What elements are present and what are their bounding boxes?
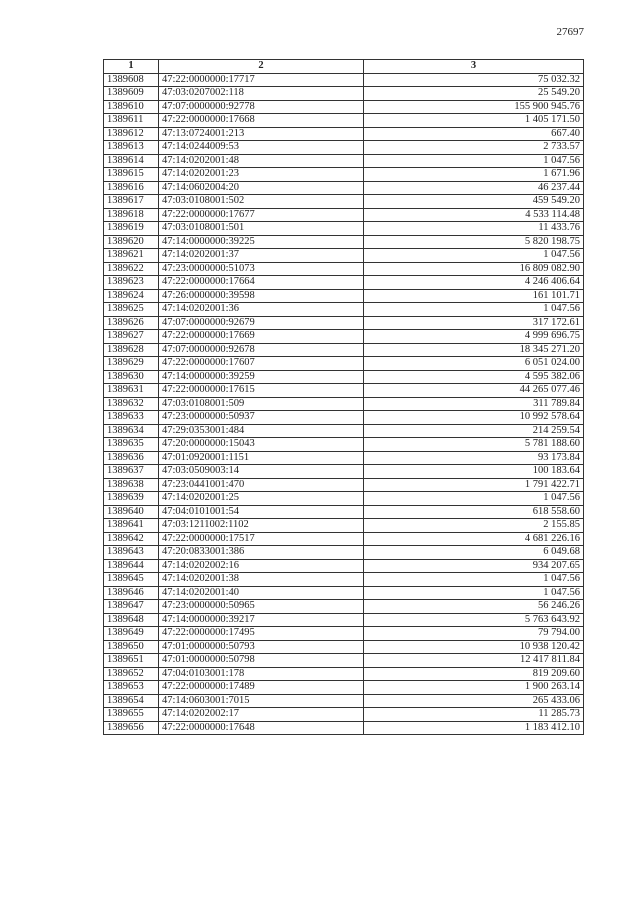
column-header-1: 1 <box>104 60 159 74</box>
row-number-cell: 1389625 <box>104 303 159 317</box>
value-cell: 1 791 422.71 <box>364 478 584 492</box>
cadastral-number-cell: 47:01:0000000:50798 <box>159 654 364 668</box>
table-row <box>104 424 584 438</box>
value-cell: 934 207.65 <box>364 559 584 573</box>
value-cell: 2 733.57 <box>364 141 584 155</box>
value-cell: 10 938 120.42 <box>364 640 584 654</box>
row-number-cell: 1389648 <box>104 613 159 627</box>
cadastral-number-cell: 47:22:0000000:17495 <box>159 627 364 641</box>
value-cell: 79 794.00 <box>364 627 584 641</box>
value-cell: 1 047.56 <box>364 154 584 168</box>
table-row <box>104 303 584 317</box>
row-number-cell: 1389639 <box>104 492 159 506</box>
row-number-cell: 1389654 <box>104 694 159 708</box>
table-row <box>104 154 584 168</box>
row-number-cell: 1389652 <box>104 667 159 681</box>
value-cell: 12 417 811.84 <box>364 654 584 668</box>
row-number-cell: 1389644 <box>104 559 159 573</box>
value-cell: 1 047.56 <box>364 586 584 600</box>
table-row <box>104 168 584 182</box>
row-number-cell: 1389631 <box>104 384 159 398</box>
table-row <box>104 411 584 425</box>
table-row <box>104 100 584 114</box>
row-number-cell: 1389618 <box>104 208 159 222</box>
value-cell: 311 789.84 <box>364 397 584 411</box>
value-cell: 4 246 406.64 <box>364 276 584 290</box>
row-number-cell: 1389622 <box>104 262 159 276</box>
value-cell: 1 900 263.14 <box>364 681 584 695</box>
table-row <box>104 208 584 222</box>
table-row <box>104 249 584 263</box>
table-row <box>104 667 584 681</box>
cadastral-number-cell: 47:23:0000000:50937 <box>159 411 364 425</box>
page-number: 27697 <box>556 26 584 38</box>
row-number-cell: 1389632 <box>104 397 159 411</box>
value-cell: 93 173.84 <box>364 451 584 465</box>
table-row <box>104 519 584 533</box>
value-cell: 5 781 188.60 <box>364 438 584 452</box>
table-row <box>104 600 584 614</box>
value-cell: 2 155.85 <box>364 519 584 533</box>
cadastral-number-cell: 47:03:0207002:118 <box>159 87 364 101</box>
value-cell: 6 049.68 <box>364 546 584 560</box>
row-number-cell: 1389627 <box>104 330 159 344</box>
table-row <box>104 330 584 344</box>
table-row <box>104 492 584 506</box>
table-row <box>104 87 584 101</box>
table-row <box>104 384 584 398</box>
cadastral-number-cell: 47:14:0202001:23 <box>159 168 364 182</box>
cadastral-number-cell: 47:14:0603001:7015 <box>159 694 364 708</box>
table-row <box>104 289 584 303</box>
column-header-2: 2 <box>159 60 364 74</box>
cadastral-number-cell: 47:14:0202001:40 <box>159 586 364 600</box>
value-cell: 10 992 578.64 <box>364 411 584 425</box>
row-number-cell: 1389608 <box>104 73 159 87</box>
cadastral-number-cell: 47:14:0602004:20 <box>159 181 364 195</box>
data-table <box>103 59 584 735</box>
cadastral-number-cell: 47:22:0000000:17615 <box>159 384 364 398</box>
row-number-cell: 1389629 <box>104 357 159 371</box>
cadastral-number-cell: 47:03:0108001:501 <box>159 222 364 236</box>
row-number-cell: 1389619 <box>104 222 159 236</box>
row-number-cell: 1389642 <box>104 532 159 546</box>
value-cell: 16 809 082.90 <box>364 262 584 276</box>
table-row <box>104 73 584 87</box>
row-number-cell: 1389609 <box>104 87 159 101</box>
table-row <box>104 721 584 735</box>
cadastral-number-cell: 47:04:0101001:54 <box>159 505 364 519</box>
value-cell: 155 900 945.76 <box>364 100 584 114</box>
cadastral-number-cell: 47:22:0000000:17648 <box>159 721 364 735</box>
table-row <box>104 654 584 668</box>
row-number-cell: 1389613 <box>104 141 159 155</box>
value-cell: 4 595 382.06 <box>364 370 584 384</box>
cadastral-number-cell: 47:14:0000000:39217 <box>159 613 364 627</box>
row-number-cell: 1389630 <box>104 370 159 384</box>
value-cell: 56 246.26 <box>364 600 584 614</box>
table-row <box>104 316 584 330</box>
table-row <box>104 127 584 141</box>
row-number-cell: 1389635 <box>104 438 159 452</box>
row-number-cell: 1389621 <box>104 249 159 263</box>
value-cell: 11 433.76 <box>364 222 584 236</box>
cadastral-number-cell: 47:22:0000000:17677 <box>159 208 364 222</box>
cadastral-number-cell: 47:22:0000000:17517 <box>159 532 364 546</box>
value-cell: 317 172.61 <box>364 316 584 330</box>
cadastral-number-cell: 47:22:0000000:17664 <box>159 276 364 290</box>
row-number-cell: 1389637 <box>104 465 159 479</box>
value-cell: 667.40 <box>364 127 584 141</box>
table-row <box>104 532 584 546</box>
cadastral-number-cell: 47:22:0000000:17669 <box>159 330 364 344</box>
row-number-cell: 1389643 <box>104 546 159 560</box>
cadastral-number-cell: 47:14:0000000:39259 <box>159 370 364 384</box>
cadastral-number-cell: 47:23:0000000:51073 <box>159 262 364 276</box>
table-row <box>104 343 584 357</box>
row-number-cell: 1389655 <box>104 708 159 722</box>
cadastral-number-cell: 47:22:0000000:17668 <box>159 114 364 128</box>
row-number-cell: 1389656 <box>104 721 159 735</box>
cadastral-number-cell: 47:03:1211002:1102 <box>159 519 364 533</box>
table-row <box>104 438 584 452</box>
row-number-cell: 1389653 <box>104 681 159 695</box>
table-row <box>104 222 584 236</box>
row-number-cell: 1389650 <box>104 640 159 654</box>
cadastral-number-cell: 47:22:0000000:17717 <box>159 73 364 87</box>
cadastral-number-cell: 47:14:0202001:36 <box>159 303 364 317</box>
row-number-cell: 1389646 <box>104 586 159 600</box>
table-row <box>104 262 584 276</box>
row-number-cell: 1389634 <box>104 424 159 438</box>
row-number-cell: 1389638 <box>104 478 159 492</box>
value-cell: 459 549.20 <box>364 195 584 209</box>
table-row <box>104 573 584 587</box>
table-row <box>104 357 584 371</box>
cadastral-number-cell: 47:14:0202002:17 <box>159 708 364 722</box>
row-number-cell: 1389612 <box>104 127 159 141</box>
value-cell: 5 820 198.75 <box>364 235 584 249</box>
cadastral-number-cell: 47:03:0509003:14 <box>159 465 364 479</box>
table-row <box>104 478 584 492</box>
value-cell: 214 259.54 <box>364 424 584 438</box>
table-row <box>104 708 584 722</box>
value-cell: 1 047.56 <box>364 573 584 587</box>
value-cell: 44 265 077.46 <box>364 384 584 398</box>
value-cell: 100 183.64 <box>364 465 584 479</box>
value-cell: 4 999 696.75 <box>364 330 584 344</box>
table-row <box>104 586 584 600</box>
table-row <box>104 613 584 627</box>
cadastral-number-cell: 47:20:0833001:386 <box>159 546 364 560</box>
row-number-cell: 1389633 <box>104 411 159 425</box>
table-row <box>104 276 584 290</box>
table-row <box>104 181 584 195</box>
value-cell: 1 047.56 <box>364 249 584 263</box>
row-number-cell: 1389620 <box>104 235 159 249</box>
row-number-cell: 1389628 <box>104 343 159 357</box>
cadastral-number-cell: 47:03:0108001:509 <box>159 397 364 411</box>
cadastral-number-cell: 47:14:0202001:25 <box>159 492 364 506</box>
cadastral-number-cell: 47:14:0202001:37 <box>159 249 364 263</box>
cadastral-number-cell: 47:14:0202002:16 <box>159 559 364 573</box>
row-number-cell: 1389617 <box>104 195 159 209</box>
cadastral-number-cell: 47:20:0000000:15043 <box>159 438 364 452</box>
value-cell: 161 101.71 <box>364 289 584 303</box>
value-cell: 18 345 271.20 <box>364 343 584 357</box>
table-row <box>104 195 584 209</box>
row-number-cell: 1389641 <box>104 519 159 533</box>
value-cell: 75 032.32 <box>364 73 584 87</box>
table-row <box>104 694 584 708</box>
row-number-cell: 1389610 <box>104 100 159 114</box>
cadastral-number-cell: 47:29:0353001:484 <box>159 424 364 438</box>
cadastral-number-cell: 47:13:0724001:213 <box>159 127 364 141</box>
cadastral-number-cell: 47:22:0000000:17489 <box>159 681 364 695</box>
cadastral-number-cell: 47:04:0103001:178 <box>159 667 364 681</box>
table-row <box>104 681 584 695</box>
value-cell: 25 549.20 <box>364 87 584 101</box>
value-cell: 1 047.56 <box>364 492 584 506</box>
row-number-cell: 1389645 <box>104 573 159 587</box>
value-cell: 1 671.96 <box>364 168 584 182</box>
table-row <box>104 559 584 573</box>
cadastral-number-cell: 47:14:0000000:39225 <box>159 235 364 249</box>
cadastral-number-cell: 47:07:0000000:92678 <box>159 343 364 357</box>
value-cell: 618 558.60 <box>364 505 584 519</box>
table-row <box>104 505 584 519</box>
row-number-cell: 1389651 <box>104 654 159 668</box>
table-row <box>104 465 584 479</box>
row-number-cell: 1389614 <box>104 154 159 168</box>
row-number-cell: 1389649 <box>104 627 159 641</box>
cadastral-number-cell: 47:01:0920001:1151 <box>159 451 364 465</box>
column-header-3: 3 <box>364 60 584 74</box>
cadastral-number-cell: 47:01:0000000:50793 <box>159 640 364 654</box>
row-number-cell: 1389647 <box>104 600 159 614</box>
value-cell: 46 237.44 <box>364 181 584 195</box>
table-row <box>104 397 584 411</box>
row-number-cell: 1389611 <box>104 114 159 128</box>
table-row <box>104 640 584 654</box>
value-cell: 819 209.60 <box>364 667 584 681</box>
cadastral-number-cell: 47:14:0244009:53 <box>159 141 364 155</box>
value-cell: 4 681 226.16 <box>364 532 584 546</box>
row-number-cell: 1389624 <box>104 289 159 303</box>
row-number-cell: 1389636 <box>104 451 159 465</box>
cadastral-number-cell: 47:23:0441001:470 <box>159 478 364 492</box>
value-cell: 4 533 114.48 <box>364 208 584 222</box>
row-number-cell: 1389623 <box>104 276 159 290</box>
value-cell: 11 285.73 <box>364 708 584 722</box>
row-number-cell: 1389615 <box>104 168 159 182</box>
table-row <box>104 114 584 128</box>
row-number-cell: 1389640 <box>104 505 159 519</box>
table-row <box>104 370 584 384</box>
cadastral-number-cell: 47:26:0000000:39598 <box>159 289 364 303</box>
value-cell: 1 047.56 <box>364 303 584 317</box>
cadastral-number-cell: 47:23:0000000:50965 <box>159 600 364 614</box>
table-row <box>104 141 584 155</box>
table-row <box>104 451 584 465</box>
cadastral-number-cell: 47:14:0202001:48 <box>159 154 364 168</box>
row-number-cell: 1389616 <box>104 181 159 195</box>
cadastral-number-cell: 47:07:0000000:92778 <box>159 100 364 114</box>
cadastral-number-cell: 47:03:0108001:502 <box>159 195 364 209</box>
table-row <box>104 627 584 641</box>
header-row <box>104 60 584 74</box>
value-cell: 1 183 412.10 <box>364 721 584 735</box>
row-number-cell: 1389626 <box>104 316 159 330</box>
cadastral-number-cell: 47:07:0000000:92679 <box>159 316 364 330</box>
value-cell: 6 051 024.00 <box>364 357 584 371</box>
table-row <box>104 546 584 560</box>
cadastral-number-cell: 47:14:0202001:38 <box>159 573 364 587</box>
cadastral-number-cell: 47:22:0000000:17607 <box>159 357 364 371</box>
value-cell: 5 763 643.92 <box>364 613 584 627</box>
value-cell: 1 405 171.50 <box>364 114 584 128</box>
value-cell: 265 433.06 <box>364 694 584 708</box>
table-row <box>104 235 584 249</box>
